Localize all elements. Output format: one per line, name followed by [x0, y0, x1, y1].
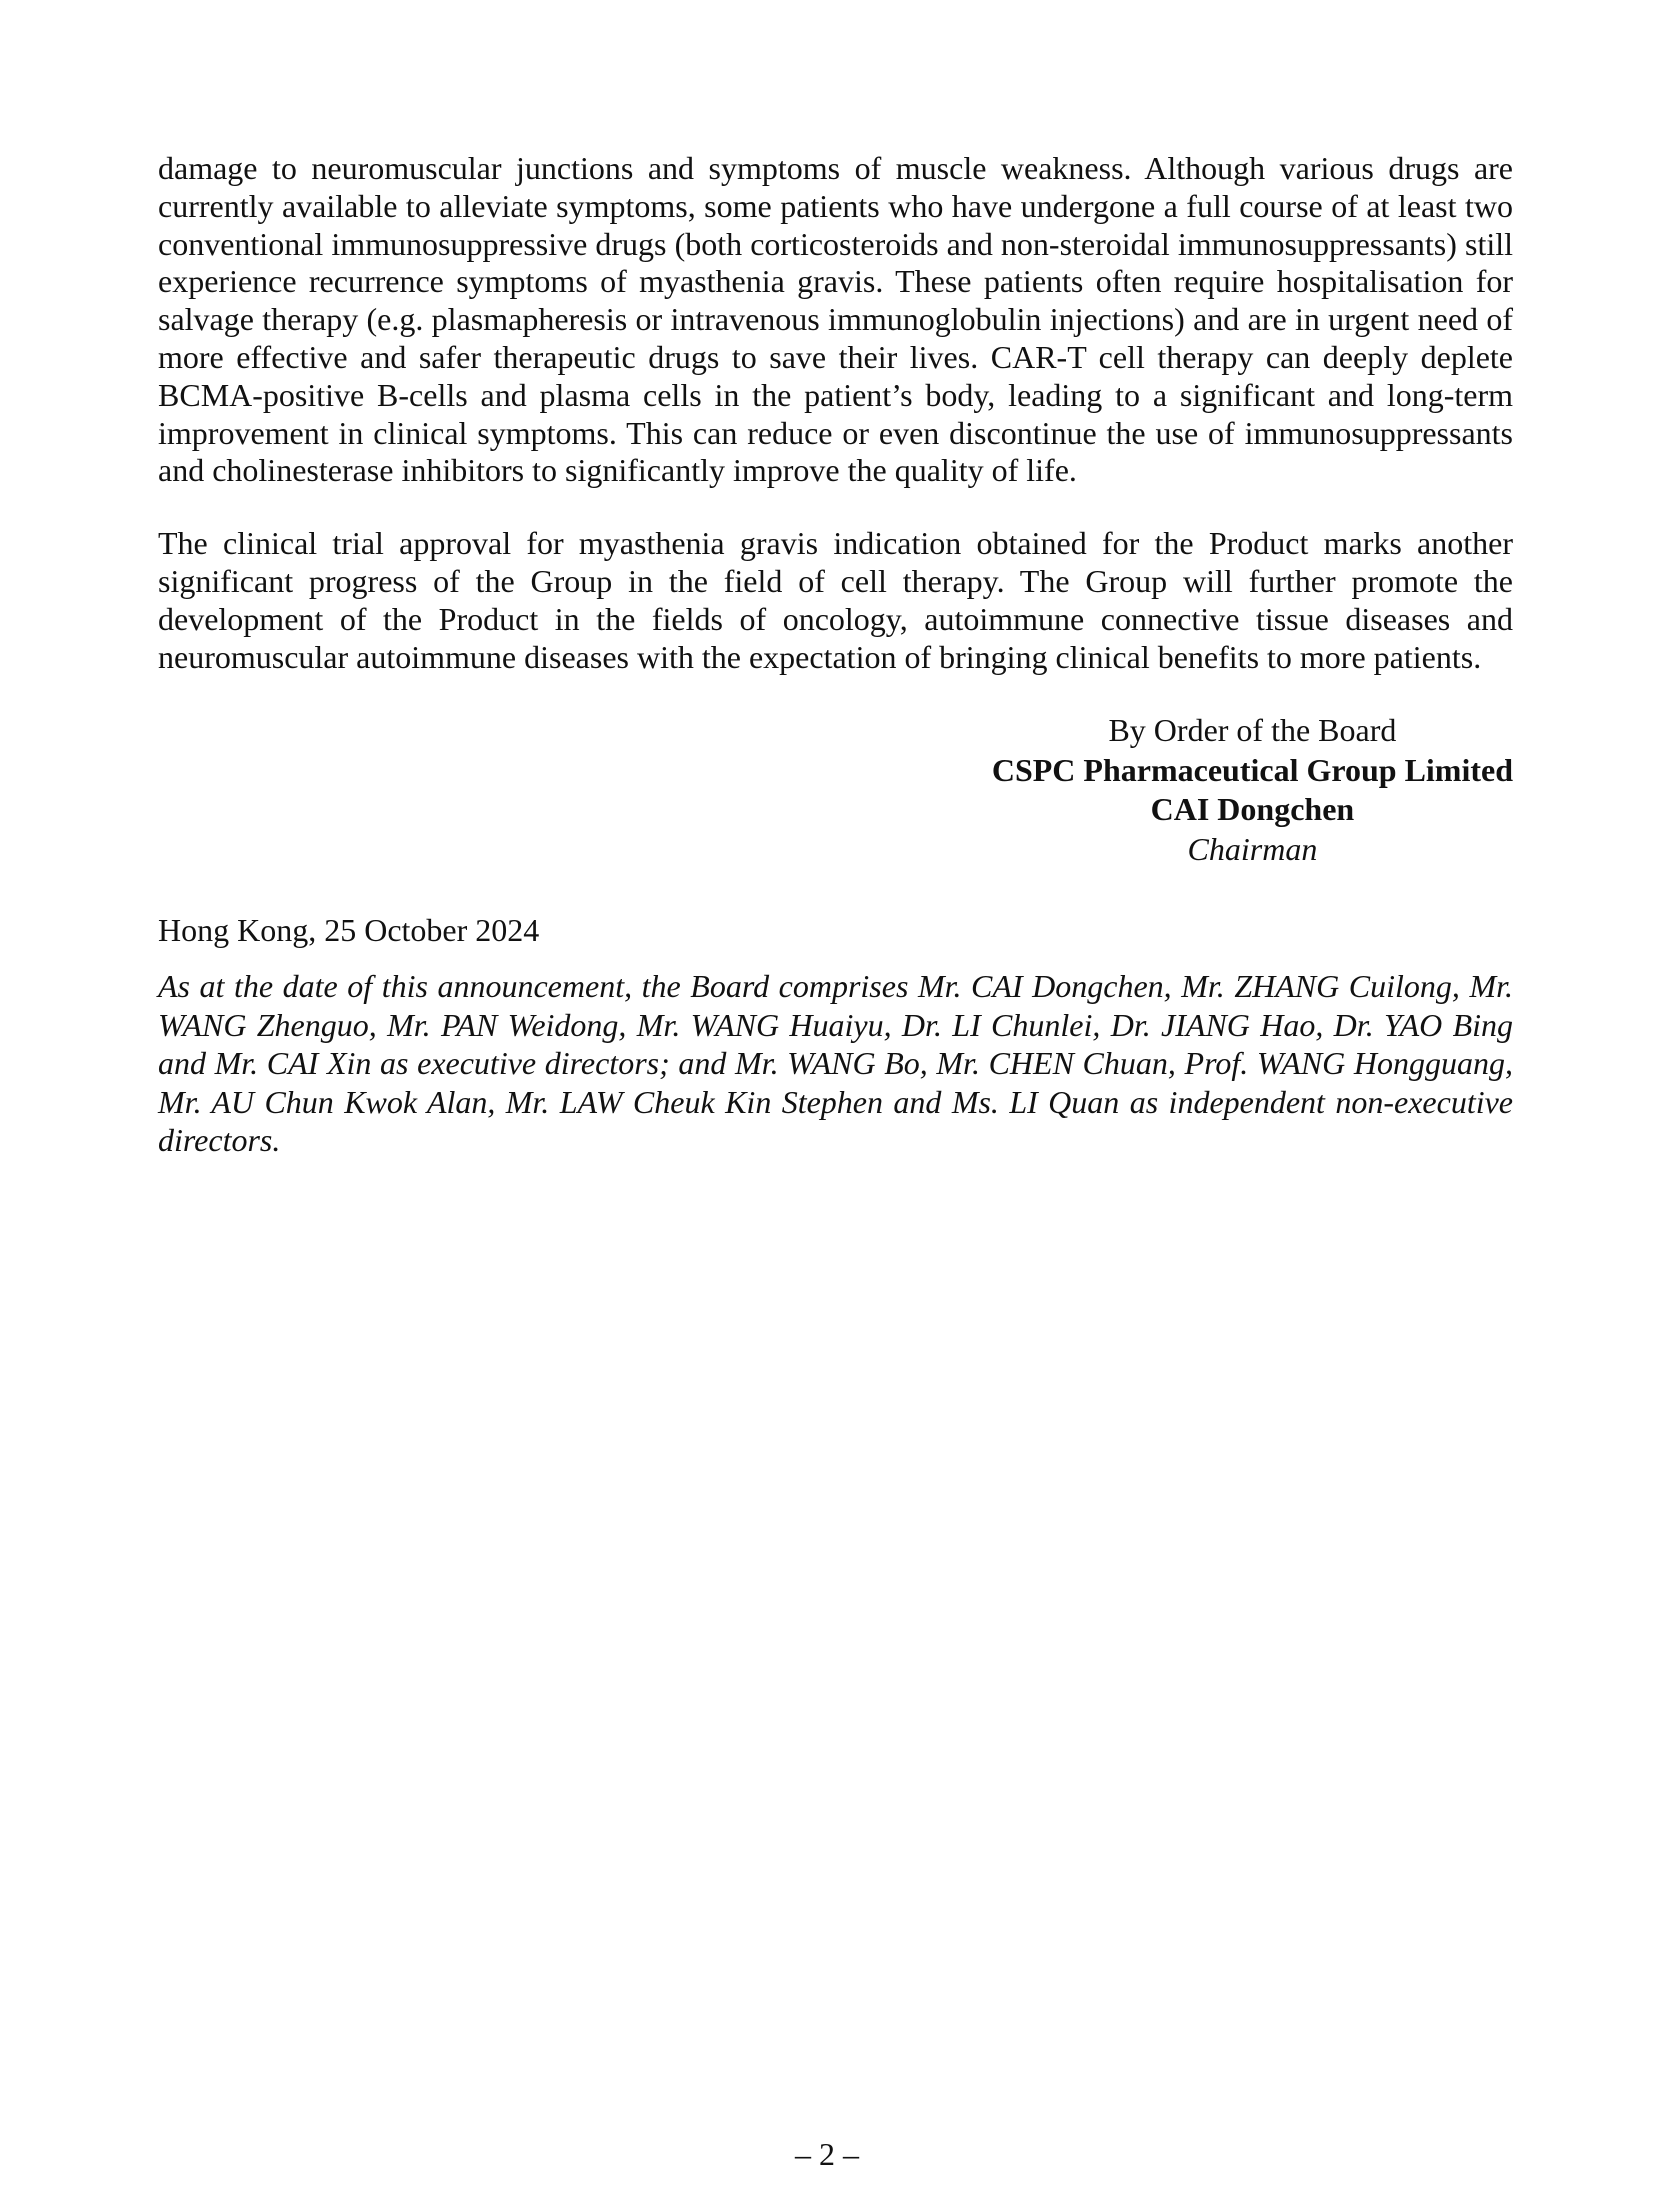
signatory-name: CAI Dongchen	[1150, 791, 1355, 828]
company-name: CSPC Pharmaceutical Group Limited	[991, 751, 1513, 788]
signature-block	[992, 711, 1513, 869]
signature-area	[158, 711, 1513, 869]
signatory-title: Chairman	[1187, 830, 1318, 867]
board-composition-note: As at the date of this announcement, the Board comprises Mr. CAI Dongchen, Mr. ZHANG Cuilong, Mr. WANG Zhenguo, Mr. PAN Weidong, Mr. WANG Huaiyu, Dr. LI Chunlei, Dr. JIANG Hao, Dr. YAO Bing and Mr. CAI Xin as executive directors; and Mr. WANG Bo, Mr. CHEN Chuan, Prof. WANG Hongguang, Mr. AU Chun Kwok Alan, Mr. LAW Cheuk Kin Stephen and Ms. LI Quan as independent non-executive directors.	[158, 968, 1513, 1159]
by-order-line: By Order of the Board	[1108, 712, 1397, 749]
body-paragraph-1: damage to neuromuscular junctions and symptoms of muscle weakness. Although various drugs are currently available to alleviate symptoms, some patients who have undergone a full course of at least two conventional immunosuppressive drugs (both corticosteroids and non-steroidal immunosuppressants) still experience recurrence symptoms of myasthenia gravis. These patients often require hospitalisation for salvage therapy (e.g. plasmapheresis or intravenous immunoglobulin injections) and are in urgent need of more effective and safer therapeutic drugs to save their lives. CAR-T cell therapy can deeply deplete BCMA-positive B-cells and plasma cells in the patient’s body, leading to a significant and long-term improvement in clinical symptoms. This can reduce or even discontinue the use of immunosuppressants and cholinesterase inhibitors to significantly improve the quality of life.	[158, 150, 1513, 489]
place-date: Hong Kong, 25 October 2024	[158, 912, 540, 949]
document-page	[158, 150, 1513, 1192]
body-paragraph-2: The clinical trial approval for myasthenia gravis indication obtained for the Product marks another significant progress of the Group in the field of cell therapy. The Group will further promote the development of the Product in the fields of oncology, autoimmune connective tissue diseases and neuromuscular autoimmune diseases with the expectation of bringing clinical benefits to more patients.	[158, 525, 1513, 675]
page-number: – 2 –	[795, 2136, 859, 2172]
